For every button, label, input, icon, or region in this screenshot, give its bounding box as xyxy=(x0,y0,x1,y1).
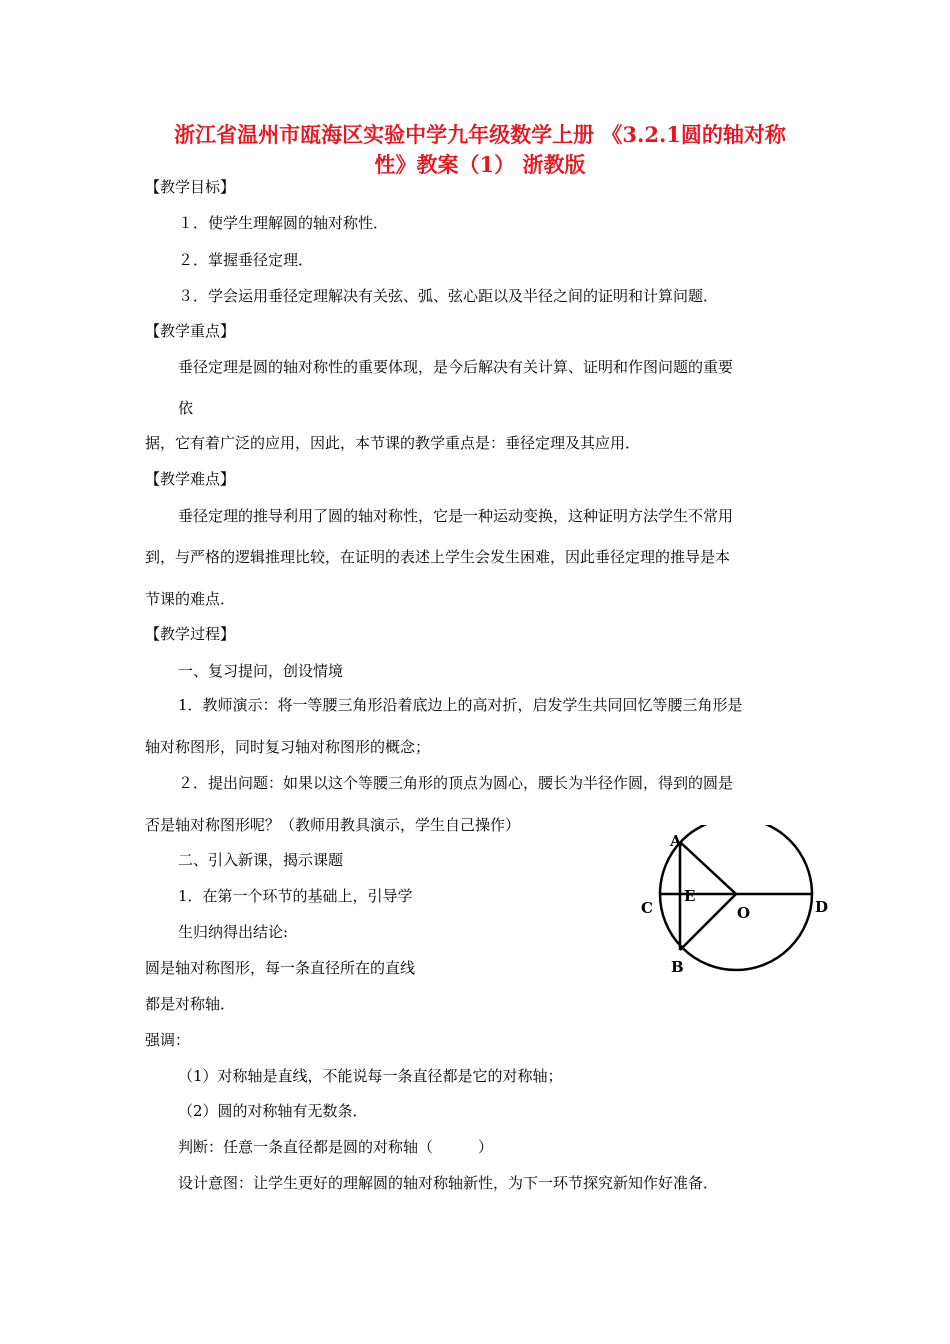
paragraph-line: 垂径定理的推导利用了圆的轴对称性，它是一种运动变换，这种证明方法学生不常用 xyxy=(178,507,734,525)
paragraph-line: 判断：任意一条直径都是圆的对称轴（ ） xyxy=(178,1138,494,1156)
circle-diagram xyxy=(630,825,840,985)
paragraph-line: 生归纳得出结论: xyxy=(178,923,289,941)
label-d: D xyxy=(815,898,829,916)
paragraph-line: 都是对称轴． xyxy=(145,995,236,1013)
paragraph-line: 设计意图：让学生更好的理解圆的轴对称轴新性，为下一环节探究新知作好准备． xyxy=(178,1174,719,1192)
key-points-heading: 【教学重点】 xyxy=(145,322,236,340)
goals-heading: 【教学目标】 xyxy=(145,178,236,196)
paragraph-line: 1．在第一个环节的基础上，引导学 xyxy=(178,887,413,905)
label-a: A xyxy=(670,832,682,850)
paragraph-line: 节课的难点． xyxy=(145,590,236,608)
paragraph-line: 一、复习提问，创设情境 xyxy=(178,662,344,680)
label-e: E xyxy=(684,887,696,905)
paragraph-line: （1）对称轴是直线，不能说每一条直径都是它的对称轴； xyxy=(178,1067,563,1085)
difficulties-heading: 【教学难点】 xyxy=(145,470,236,488)
paragraph-line: 到，与严格的逻辑推理比较，在证明的表述上学生会发生困难，因此垂径定理的推导是本 xyxy=(145,548,731,566)
label-o: O xyxy=(737,904,751,922)
document-title-line-2: 性》教案（1） 浙教版 xyxy=(374,152,586,177)
process-heading: 【教学过程】 xyxy=(145,625,236,643)
paragraph-line: 据，它有着广泛的应用，因此，本节课的教学重点是：垂径定理及其应用． xyxy=(145,434,641,452)
document-title-line-1: 浙江省温州市瓯海区实验中学九年级数学上册 《3.2.1圆的轴对称 xyxy=(174,122,786,147)
label-b: B xyxy=(671,958,684,976)
goal-item: ３．学会运用垂径定理解决有关弦、弧、弦心距以及半径之间的证明和计算问题． xyxy=(178,287,719,305)
paragraph-line: 依 xyxy=(178,399,194,417)
paragraph-line: 圆是轴对称图形，每一条直径所在的直线 xyxy=(145,959,416,977)
goal-item: ２．掌握垂径定理． xyxy=(178,251,314,269)
goal-item: １．使学生理解圆的轴对称性． xyxy=(178,214,389,232)
paragraph-line: 二、引入新课，揭示课题 xyxy=(178,851,344,869)
paragraph-line: 强调： xyxy=(145,1031,191,1049)
paragraph-line: 垂径定理是圆的轴对称性的重要体现，是今后解决有关计算、证明和作图问题的重要 xyxy=(178,358,734,376)
paragraph-line: 轴对称图形，同时复习轴对称图形的概念； xyxy=(145,738,431,756)
paragraph-line: （2）圆的对称轴有无数条． xyxy=(178,1102,368,1120)
paragraph-line: ２．提出问题：如果以这个等腰三角形的顶点为圆心，腰长为半径作圆，得到的圆是 xyxy=(178,774,734,792)
paragraph-line: 1．教师演示：将一等腰三角形沿着底边上的高对折，启发学生共同回忆等腰三角形是 xyxy=(178,696,743,714)
paragraph-line: 否是轴对称图形呢？（教师用教具演示，学生自己操作） xyxy=(145,816,521,834)
label-c: C xyxy=(641,899,653,917)
